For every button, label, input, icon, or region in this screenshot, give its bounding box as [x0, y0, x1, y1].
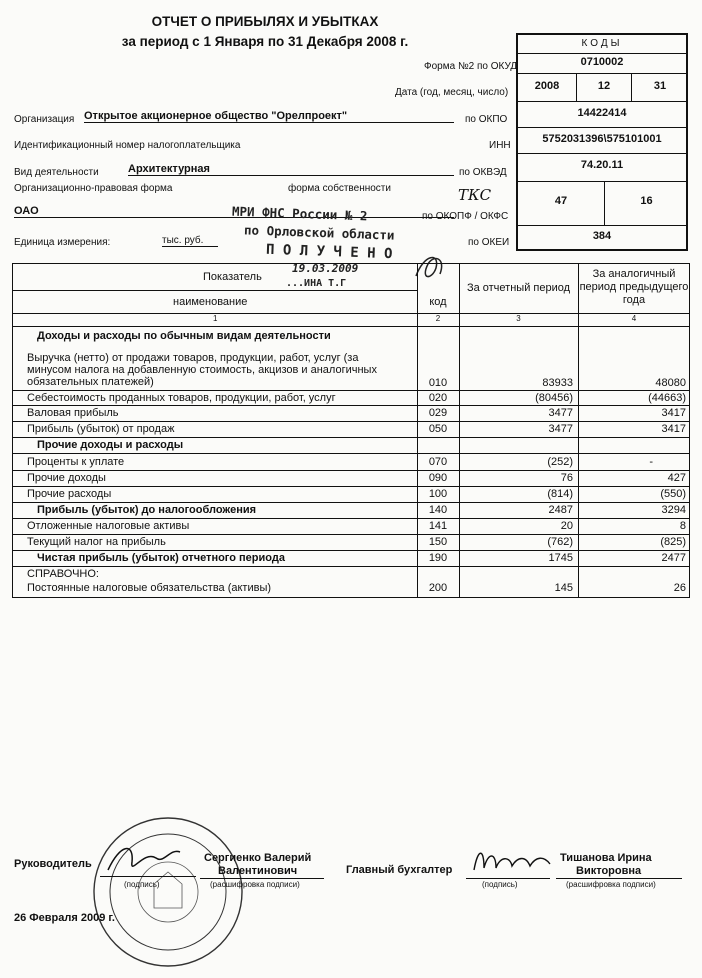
unit-label: Единица измерения: [14, 237, 111, 248]
row-revenue-line-1: Выручка (нетто) от продажи товаров, продукции, работ, услуг (за [27, 352, 359, 364]
head-name-line-1: Сергиенко Валерий [204, 852, 312, 864]
header-code: код [429, 296, 447, 308]
accountant-label: Главный бухгалтер [346, 864, 453, 876]
row-other-expenses-previous: (550) [660, 488, 686, 500]
okud-code: 0710002 [580, 56, 624, 68]
row-perm-code: 200 [428, 582, 448, 594]
head-decode-caption: (расшифровка подписи) [210, 880, 300, 889]
row-perm-previous: 26 [673, 582, 686, 594]
row-tax-current: (762) [547, 536, 573, 548]
row-other-income-current: 76 [560, 472, 573, 484]
row-cost-current: (80456) [535, 392, 573, 404]
section-ordinary: Доходы и расходы по обычным видам деятельности [37, 330, 331, 342]
section-other: Прочие доходы и расходы [37, 439, 184, 451]
row-other-income-previous: 427 [667, 472, 686, 484]
okei-label: по ОКЕИ [468, 237, 510, 248]
row-net-current: 1745 [548, 552, 573, 564]
header-name: наименование [173, 296, 248, 308]
row-dta-code: 141 [428, 520, 448, 532]
row-interest-code: 070 [428, 456, 448, 468]
okpo-label: по ОКПО [465, 114, 508, 125]
row-sales-label: Прибыль (убыток) от продаж [27, 423, 175, 435]
stamp-line-3: П О Л У Ч Е Н О [265, 241, 393, 263]
legal-form-label: Организационно-правовая форма [14, 183, 173, 194]
row-pbt-label: Прибыль (убыток) до налогообложения [37, 504, 257, 516]
org-label: Организация [14, 114, 75, 125]
row-pbt-previous: 3294 [661, 504, 686, 516]
stamp-initials: ТКС [458, 186, 492, 204]
codes-box [516, 33, 688, 251]
accountant-name-line-1: Тишанова Ирина [560, 852, 652, 864]
row-sales-current: 3477 [548, 423, 573, 435]
company-seal-icon [88, 812, 248, 972]
row-pbt-current: 2487 [548, 504, 573, 516]
ownership-label: форма собственности [288, 183, 391, 194]
row-revenue-code: 010 [428, 377, 448, 389]
row-gross-label: Валовая прибыль [27, 407, 119, 419]
row-other-income-code: 090 [428, 472, 448, 484]
date-month: 12 [576, 73, 632, 101]
accountant-name-line-2: Викторовна [576, 865, 642, 877]
col-number-2: 2 [435, 314, 441, 323]
inn-code-label: ИНН [489, 140, 511, 151]
row-perm-label: Постоянные налоговые обязательства (активы) [27, 582, 272, 594]
row-other-income-label: Прочие доходы [27, 472, 106, 484]
row-perm-current: 145 [554, 582, 573, 594]
accountant-signature-icon [470, 842, 554, 878]
income-statement-table [12, 263, 690, 598]
okved-code: 74.20.11 [580, 159, 624, 171]
row-tax-previous: (825) [660, 536, 686, 548]
stamp-name: ...ИНА Т.Г [286, 278, 347, 289]
row-interest-previous: - [649, 456, 653, 468]
row-other-expenses-code: 100 [428, 488, 448, 500]
okfs-code: 16 [604, 181, 688, 225]
date-day: 31 [653, 80, 667, 92]
report-title: ОТЧЕТ О ПРИБЫЛЯХ И УБЫТКАХ [151, 14, 379, 29]
date-year: 2008 [534, 80, 560, 92]
header-current: За отчетный период [466, 282, 571, 294]
date-label: Дата (год, месяц, число) [395, 87, 509, 98]
row-dta-previous: 8 [679, 520, 686, 532]
header-previous: За аналогичный период предыдущего года [579, 268, 689, 306]
row-interest-current: (252) [547, 456, 573, 468]
row-net-code: 190 [428, 552, 448, 564]
activity-label: Вид деятельности [14, 167, 99, 178]
head-name-line [200, 878, 324, 879]
row-other-expenses-current: (814) [547, 488, 573, 500]
row-sales-code: 050 [428, 423, 448, 435]
col-number-1: 1 [213, 314, 218, 323]
okud-label: Форма №2 по ОКУД [424, 61, 518, 72]
row-cost-code: 020 [428, 392, 448, 404]
row-gross-current: 3477 [548, 407, 573, 419]
row-revenue-line-3: обязательных платежей) [27, 376, 154, 388]
report-date: 26 Февраля 2009 г. [14, 912, 115, 924]
activity-value: Архитектурная [128, 163, 454, 176]
stamp-line-2: по Орловской области [243, 222, 395, 243]
codes-head: КОДЫ [581, 38, 623, 49]
col-number-4: 4 [631, 314, 637, 323]
stamp-date: 19.03.2009 [292, 262, 359, 275]
head-name-line-2: Валентинович [218, 865, 298, 877]
row-sales-previous: 3417 [661, 423, 686, 435]
accountant-decode-caption: (расшифровка подписи) [566, 880, 656, 889]
accountant-signature-line [466, 878, 550, 879]
okopf-label: по ОКОПФ / ОКФС [422, 211, 509, 222]
accountant-sign-caption: (подпись) [482, 880, 518, 889]
row-other-expenses-label: Прочие расходы [27, 488, 112, 500]
row-gross-previous: 3417 [661, 407, 686, 419]
stamp-line-1: МРИ ФНС России № 2 [231, 203, 368, 224]
row-dta-current: 20 [560, 520, 573, 532]
row-dta-label: Отложенные налоговые активы [27, 520, 190, 532]
section-reference: СПРАВОЧНО: [27, 568, 99, 580]
head-signature-icon [104, 840, 184, 880]
row-revenue-previous: 48080 [655, 377, 686, 389]
org-name: Открытое акционерное общество "Орелпроект" [84, 110, 454, 123]
okpo-code: 14422414 [577, 107, 627, 119]
inn-label: Идентификационный номер налогоплательщика [14, 140, 241, 151]
header-indicator: Показатель [203, 271, 262, 283]
head-sign-caption: (подпись) [124, 880, 160, 889]
row-revenue-line-2: минусом налога на добавленную стоимость, акцизов и аналогичных [27, 364, 377, 376]
row-cost-previous: (44663) [648, 392, 686, 404]
col-number-3: 3 [516, 314, 521, 323]
okei-code: 384 [592, 230, 612, 242]
okopf-code: 47 [554, 195, 568, 207]
row-tax-label: Текущий налог на прибыль [27, 536, 166, 548]
unit-value: тыс. руб. [162, 235, 218, 247]
row-tax-code: 150 [428, 536, 448, 548]
row-gross-code: 029 [428, 407, 448, 419]
row-revenue-current: 83933 [542, 377, 573, 389]
row-net-label: Чистая прибыль (убыток) отчетного периода [37, 552, 285, 564]
row-net-previous: 2477 [661, 552, 686, 564]
report-period: за период с 1 Января по 31 Декабря 2008 г. [121, 34, 409, 49]
row-cost-label: Себестоимость проданных товаров, продукции, работ, услуг [27, 392, 336, 404]
row-interest-label: Проценты к уплате [27, 456, 125, 468]
row-pbt-code: 140 [428, 504, 448, 516]
legal-form-value: ОАО [14, 205, 454, 218]
inn-code: 5752031396\575101001 [542, 133, 662, 145]
okved-label: по ОКВЭД [459, 167, 507, 178]
head-label: Руководитель [14, 858, 92, 870]
accountant-name-line [556, 878, 682, 879]
